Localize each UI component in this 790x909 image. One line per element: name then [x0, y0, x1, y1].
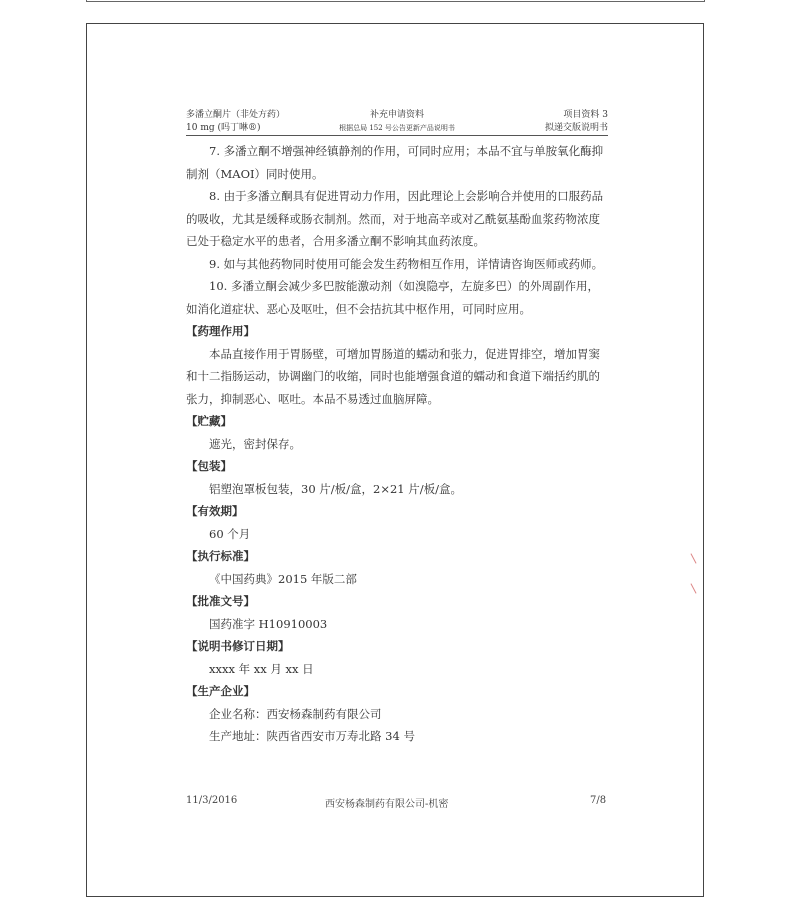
section-text-pharmacology: 本品直接作用于胃肠壁，可增加胃肠道的蠕动和张力，促进胃排空，增加胃窦和十二指肠运动，协调幽门的收缩，同时也能增强食道的蠕动和食道下端括约肌的张力，抑制恶心、呕吐。本品不易透过血脑屏障。 [186, 346, 600, 406]
section-title-manufacturer: 【生产企业】 [186, 684, 255, 698]
section-title-standard: 【执行标准】 [186, 549, 255, 563]
header-product-name: 多潘立酮片（非处方药） [186, 110, 286, 120]
paragraph-9: 9. 如与其他药物同时使用可能会发生药物相互作用，详情请咨询医师或药师。 [209, 256, 604, 271]
paragraph-8: 8. 由于多潘立酮具有促进胃动力作用，因此理论上会影响合并使用的口服药品的吸收，尤其是缓释或肠衣制剂。然而，对于地高辛或对乙酰氨基酚血浆药物浓度已处于稳定水平的患者，合用多潘立酮不影响其血药浓度。 [186, 189, 604, 248]
section-text-standard: 《中国药典》2015 年版二部 [209, 571, 357, 586]
header-item-desc: 拟递交版说明书 [544, 123, 608, 133]
top-edge-corner-left [86, 0, 87, 2]
paragraph-7: 7. 多潘立酮不增强神经镇静剂的作用，可同时应用；本品不宜与单胺氧化酶抑制剂（MAOI）同时使用。 [186, 144, 604, 181]
section-title-approval: 【批准文号】 [186, 594, 255, 608]
section-title-revision: 【说明书修订日期】 [186, 639, 290, 653]
footer-date: 11/3/2016 [186, 795, 238, 806]
header-item-number: 项目资料 3 [563, 110, 608, 120]
header-doc-basis: 根据总局 152 号公告更新产品说明书 [339, 124, 455, 132]
section-text-validity: 60 个月 [209, 526, 251, 541]
section-title-validity: 【有效期】 [186, 504, 244, 518]
header-doc-type: 补充申请资料 [369, 110, 424, 120]
page-header [186, 109, 608, 136]
section-text-approval: 国药准字 H10910003 [209, 616, 328, 631]
footer-company: 西安杨森制药有限公司-机密 [325, 799, 449, 810]
paragraph-10: 10. 多潘立酮会减少多巴胺能激动剂（如溴隐亭，左旋多巴）的外周副作用，如消化道症状、恶心及呕吐，但不会拮抗其中枢作用，可同时应用。 [186, 279, 599, 316]
company-name: 企业名称：西安杨森制药有限公司 [209, 706, 382, 721]
section-title-storage: 【贮藏】 [186, 414, 232, 428]
document-body [186, 140, 606, 748]
top-edge-line [86, 0, 705, 2]
header-product-dose: 10 mg (吗丁啉®) [186, 123, 261, 133]
section-title-pharmacology: 【药理作用】 [186, 324, 255, 338]
section-text-storage: 遮光，密封保存。 [209, 436, 301, 451]
footer-page-number: 7/8 [590, 795, 607, 806]
company-address: 生产地址：陕西省西安市万寿北路 34 号 [209, 729, 415, 743]
section-title-package: 【包装】 [186, 459, 232, 473]
top-edge-corner-right [704, 0, 705, 2]
section-text-package: 铝塑泡罩板包装，30 片/板/盒，2×21 片/板/盒。 [209, 481, 463, 496]
section-text-revision: xxxx 年 xx 月 xx 日 [209, 661, 314, 676]
